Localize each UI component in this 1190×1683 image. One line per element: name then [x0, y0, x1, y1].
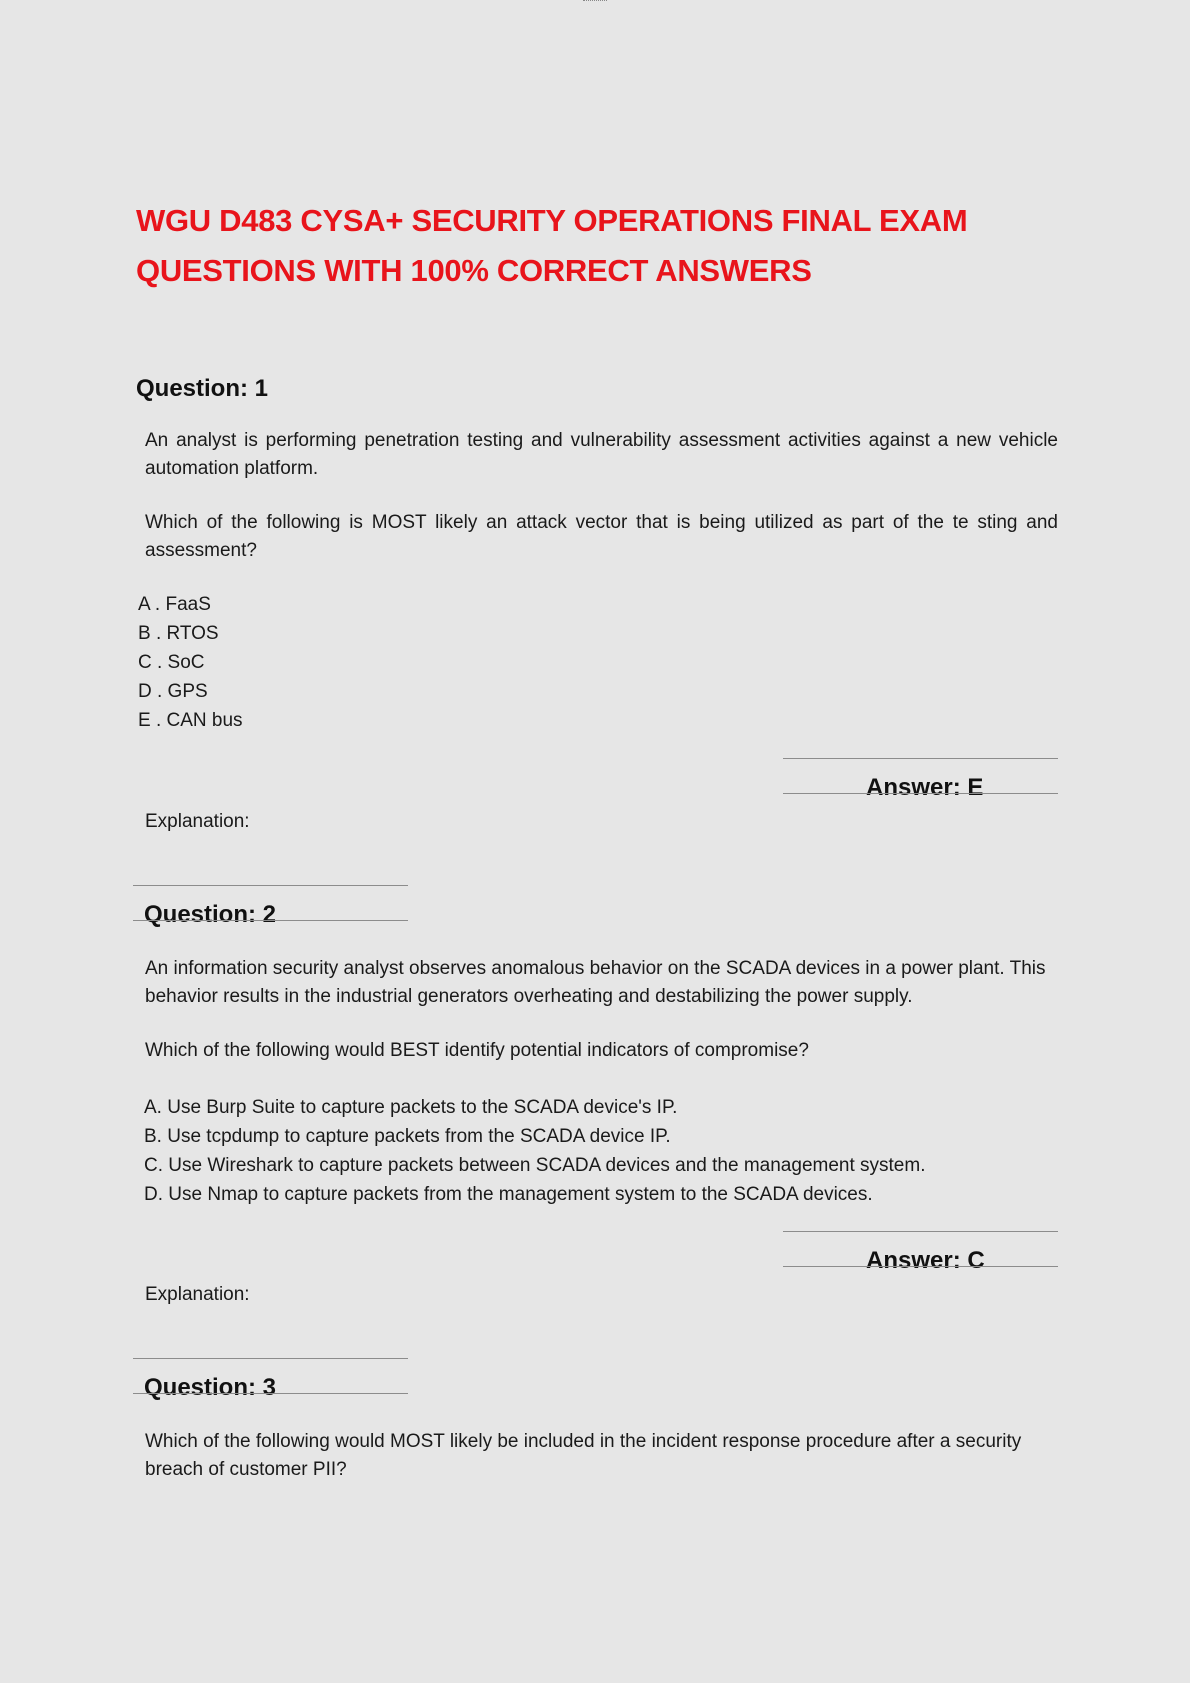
- question-1-explanation: Explanation:: [145, 811, 250, 832]
- option-a: A. Use Burp Suite to capture packets to the SCADA device's IP.: [144, 1097, 678, 1118]
- question-2-heading: Question: 2: [144, 901, 277, 928]
- question-3-paragraph-1: Which of the following would MOST likely be included in the incident response procedure after a security breach of customer PII?: [145, 1431, 1022, 1480]
- heading-strike-line: [133, 1393, 408, 1394]
- question-1-options: [138, 590, 243, 735]
- question-2-answer: Answer: C: [866, 1247, 985, 1274]
- option-a: A . FaaS: [138, 594, 211, 615]
- question-1-answer: Answer: E: [866, 774, 984, 801]
- question-1-answer-box: [783, 758, 1058, 801]
- heading-strike-line: [133, 920, 408, 921]
- question-1-heading: Question: 1: [136, 375, 269, 402]
- option-b: B . RTOS: [138, 623, 219, 644]
- question-1-paragraph-2: Which of the following is MOST likely an attack vector that is being utilized as part of the te sting and assessment?: [145, 512, 1058, 561]
- option-d: D. Use Nmap to capture packets from the management system to the SCADA devices.: [144, 1184, 873, 1205]
- document-title: [136, 196, 1076, 296]
- question-2-options: [144, 1093, 925, 1209]
- question-2-heading-box: [133, 885, 408, 928]
- question-2-paragraph-1: An information security analyst observes anomalous behavior on the SCADA devices in a power plant. This behavior results in the industrial generators overheating and destabilizing the power supply.: [145, 958, 1046, 1007]
- title-line-1: WGU D483 CYSA+ SECURITY OPERATIONS FINAL EXAM: [136, 203, 968, 238]
- option-c: C. Use Wireshark to capture packets between SCADA devices and the management system.: [144, 1155, 926, 1176]
- question-2-explanation: Explanation:: [145, 1284, 250, 1305]
- option-c: C . SoC: [138, 652, 205, 673]
- question-2-paragraph-2: Which of the following would BEST identify potential indicators of compromise?: [145, 1040, 809, 1061]
- question-2-answer-box: [783, 1231, 1058, 1274]
- option-d: D . GPS: [138, 681, 208, 702]
- page-header-mark: [583, 0, 607, 4]
- answer-strike-line: [783, 793, 1058, 794]
- question-3-heading-box: [133, 1358, 408, 1401]
- option-e: E . CAN bus: [138, 710, 243, 731]
- option-b: B. Use tcpdump to capture packets from the SCADA device IP.: [144, 1126, 671, 1147]
- question-3-heading: Question: 3: [144, 1374, 277, 1401]
- title-line-2: QUESTIONS WITH 100% CORRECT ANSWERS: [136, 253, 812, 288]
- question-1-paragraph-1: An analyst is performing penetration testing and vulnerability assessment activities against a new vehicle automation platform.: [145, 430, 1058, 479]
- answer-strike-line: [783, 1266, 1058, 1267]
